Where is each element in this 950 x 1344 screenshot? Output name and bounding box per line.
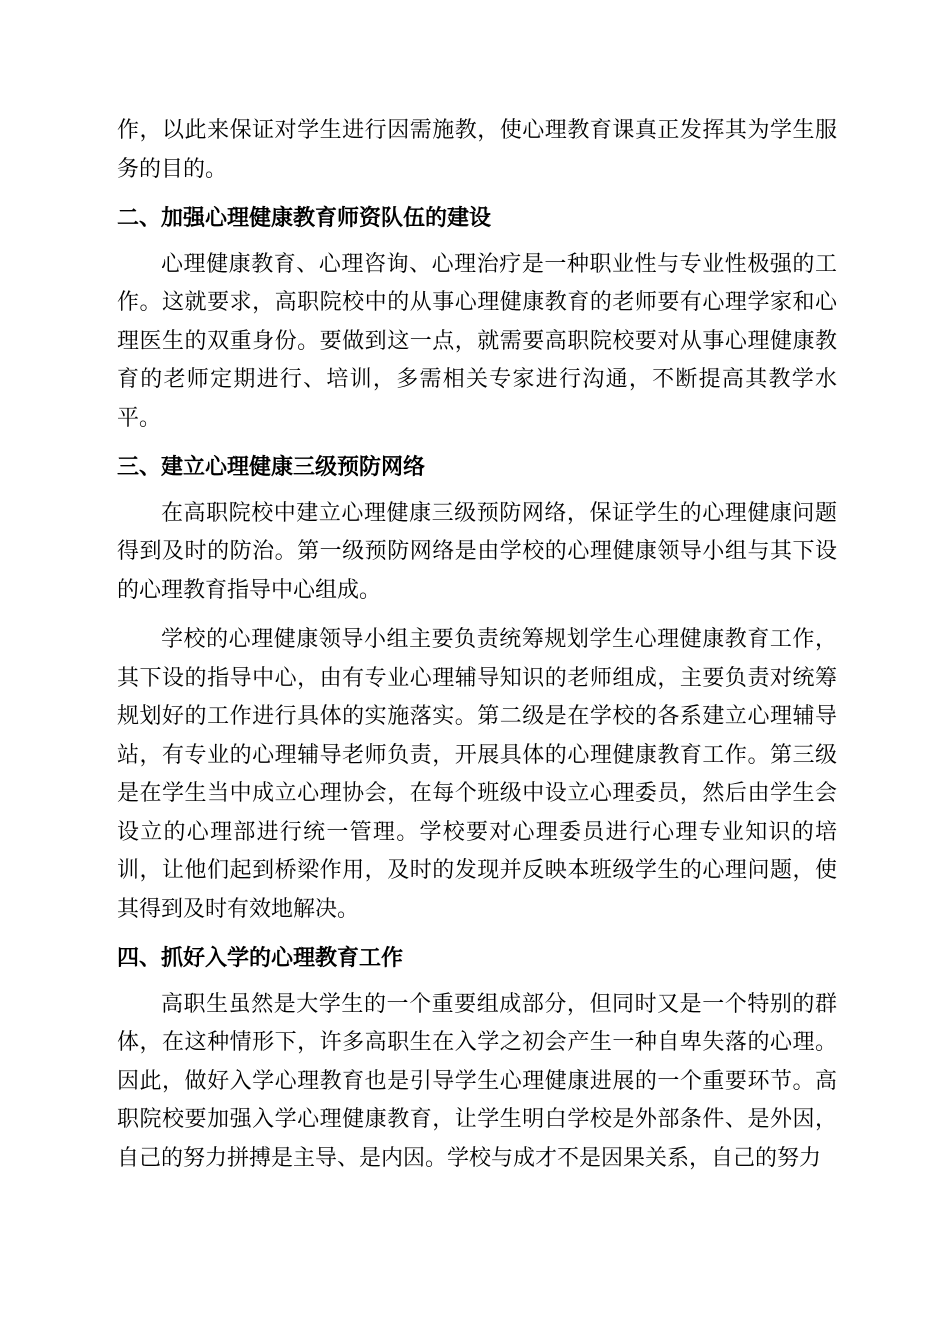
paragraph-continuation: 作，以此来保证对学生进行因需施教，使心理教育课真正发挥其为学生服务的目的。 — [117, 118, 837, 182]
section-heading-4: 四、抓好入学的心理教育工作 — [117, 946, 404, 971]
spacer — [117, 438, 837, 449]
paragraph-enrollment: 高职生虽然是大学生的一个重要组成部分，但同时又是一个特别的群体，在这种情形下，许多高职生在入学之初会产生一种自卑失落的心理。因此，做好入学心理教育也是引导学生心理健康进展的一个重要环节。高职院校要加强入学心理健康教育，让学生明白学校是外部条件、是外因，自己的努力拼搏是主导、是内因。学校与成才不是因果关系，自己的努力 — [117, 991, 837, 1171]
spacer — [117, 929, 837, 940]
paragraph-faculty: 心理健康教育、心理咨询、心理治疗是一种职业性与专业性极强的工作。这就要求，高职院校中的从事心理健康教育的老师要有心理学家和心理医生的双重身份。要做到这一点，就需要高职院校要对从事心理健康教育的老师定期进行、培训，多需相关专家进行沟通，不断提高其教学水平。 — [117, 251, 837, 431]
spacer — [117, 610, 837, 621]
section-heading-2: 二、加强心理健康教育师资队伍的建设 — [117, 206, 492, 231]
spacer — [117, 979, 837, 986]
section-heading-3: 三、建立心理健康三级预防网络 — [117, 455, 426, 480]
paragraph-network-intro: 在高职院校中建立心理健康三级预防网络，保证学生的心理健康问题得到及时的防治。第一级预防网络是由学校的心理健康领导小组与其下设的心理教育指导中心组成。 — [117, 500, 837, 603]
document-body — [117, 112, 837, 1178]
spacer — [117, 239, 837, 246]
paragraph-network-levels: 学校的心理健康领导小组主要负责统筹规划学生心理健康教育工作，其下设的指导中心，由有专业心理辅导知识的老师组成，主要负责对统筹规划好的工作进行具体的实施落实。第二级是在学校的各系建立心理辅导站，有专业的心理辅导老师负责，开展具体的心理健康教育工作。第三级是在学生当中成立心理协会，在每个班级中设立心理委员，然后由学生会设立的心理部进行统一管理。学校要对心理委员进行心理专业知识的培训，让他们起到桥梁作用，及时的发现并反映本班级学生的心理问题，使其得到及时有效地解决。 — [117, 627, 837, 922]
spacer — [117, 488, 837, 495]
spacer — [117, 189, 837, 200]
